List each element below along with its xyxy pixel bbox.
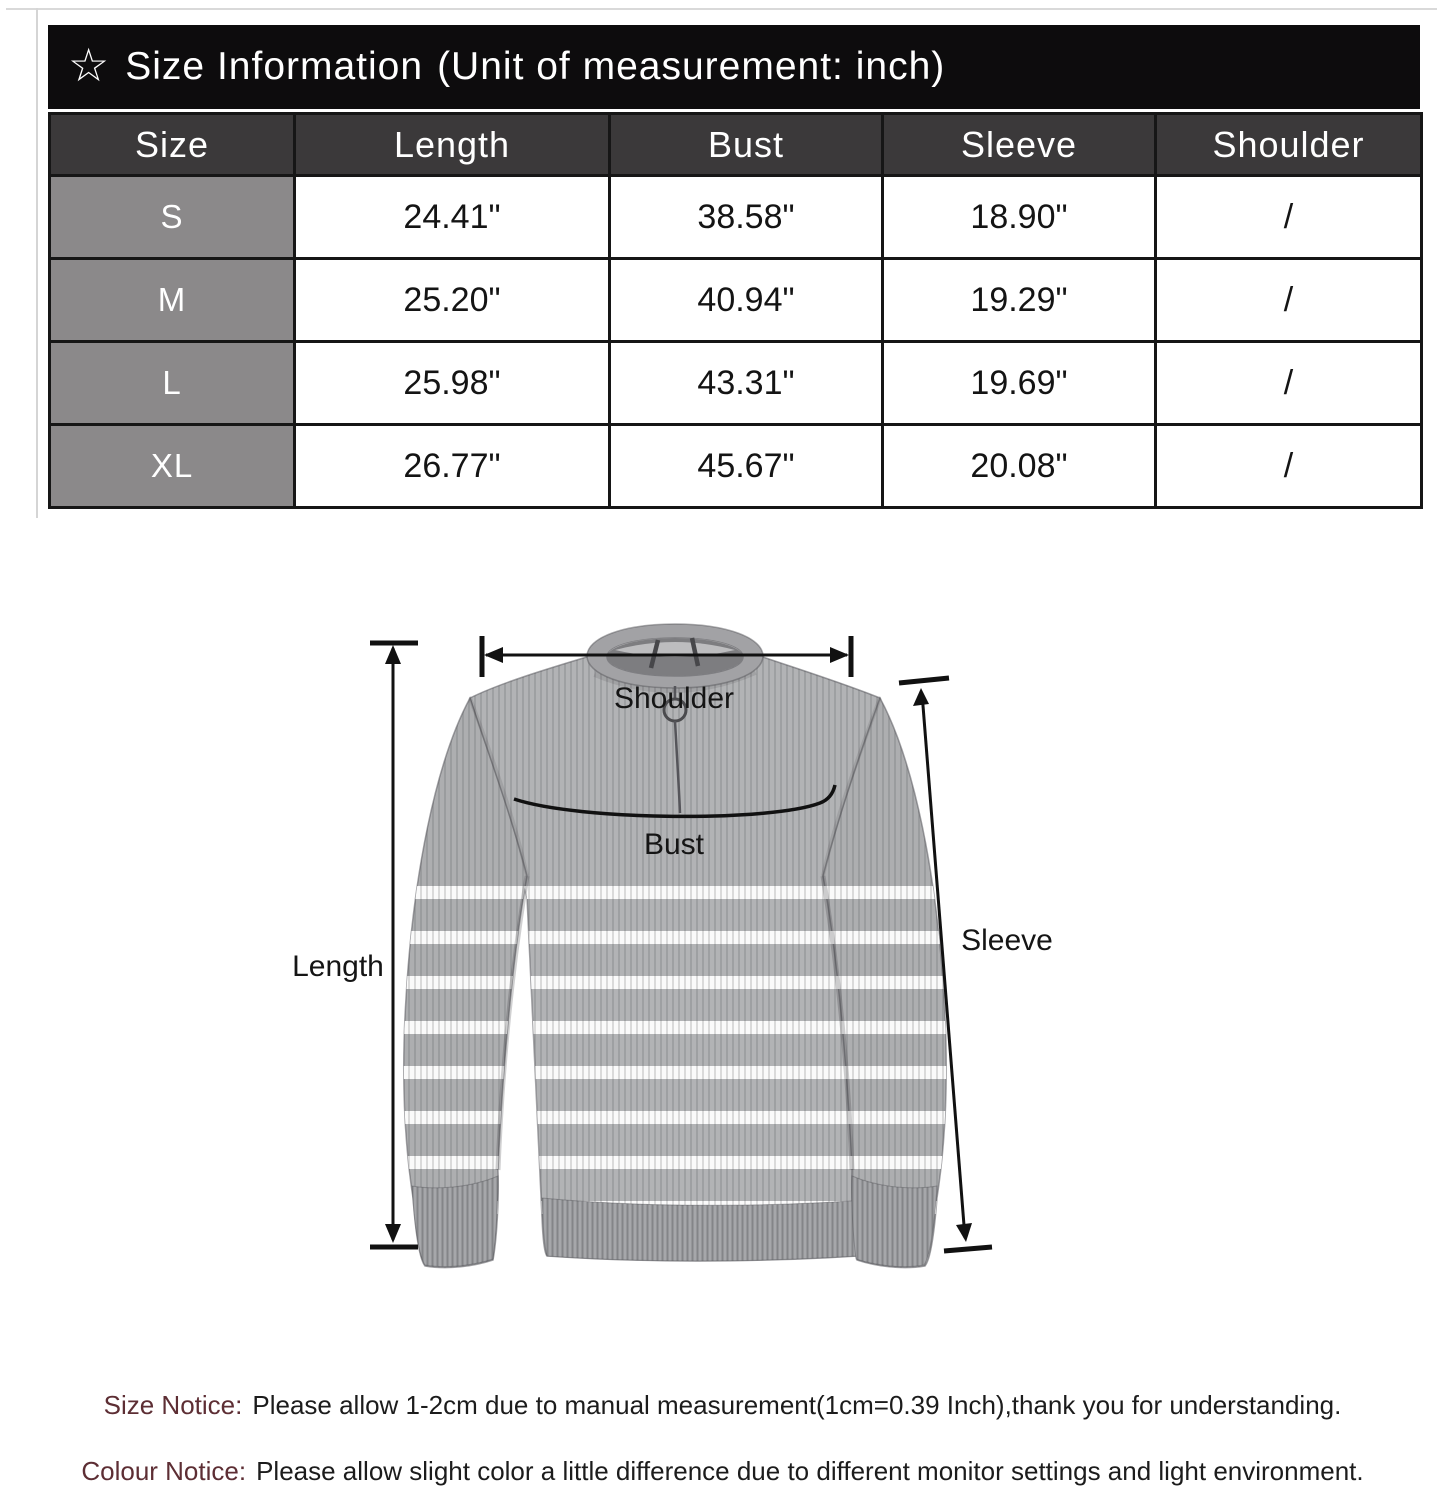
size-label: S [50,176,295,259]
shoulder-value: / [1156,342,1422,425]
length-value: 26.77" [295,425,610,508]
size-label: M [50,259,295,342]
right-cuff-rib [852,1176,937,1267]
title-bar [48,25,1420,109]
col-header-shoulder: Shoulder [1156,114,1422,176]
shoulder-value: / [1156,425,1422,508]
sleeve-value: 20.08" [883,425,1156,508]
size-notice-text: Please allow 1-2cm due to manual measurement(1cm=0.39 Inch),thank you for understanding. [252,1390,1342,1420]
frame-top-line [6,8,1437,10]
left-cuff-rib [412,1176,498,1267]
bust-value: 38.58" [610,176,883,259]
size-label: XL [50,425,295,508]
table-row [50,425,1422,508]
shoulder-label: Shoulder [613,682,735,715]
bust-value: 45.67" [610,425,883,508]
length-value: 24.41" [295,176,610,259]
unit-note: (Unit of measurement: inch) [437,45,946,88]
size-table [48,112,1423,509]
sleeve-label: Sleeve [961,924,1053,957]
star-icon: ☆ [68,38,110,92]
colour-notice-text: Please allow slight color a little difference due to different monitor settings and light environment. [256,1456,1364,1486]
table-row [50,342,1422,425]
sweater-illustration [350,624,1010,1288]
col-header-bust: Bust [610,114,883,176]
bust-label: Bust [643,828,705,861]
size-notice-label: Size Notice: [103,1390,243,1420]
table-row [50,176,1422,259]
frame-left-line [36,8,38,518]
sleeve-value: 19.29" [883,259,1156,342]
sleeve-value: 18.90" [883,176,1156,259]
page-title: Size Information [125,45,424,88]
col-header-size: Size [50,114,295,176]
col-header-sleeve: Sleeve [883,114,1156,176]
sweater-measurement-diagram [250,598,1150,1318]
bust-value: 40.94" [610,259,883,342]
length-label: Length [292,950,384,983]
table-row [50,259,1422,342]
bust-value: 43.31" [610,342,883,425]
size-notice [0,1390,1445,1421]
sleeve-value: 19.69" [883,342,1156,425]
length-value: 25.98" [295,342,610,425]
length-value: 25.20" [295,259,610,342]
shoulder-value: / [1156,176,1422,259]
colour-notice [0,1456,1445,1487]
col-header-length: Length [295,114,610,176]
shoulder-value: / [1156,259,1422,342]
colour-notice-label: Colour Notice: [81,1456,247,1486]
length-dimension [292,643,418,1247]
header-row [50,114,1422,176]
size-label: L [50,342,295,425]
